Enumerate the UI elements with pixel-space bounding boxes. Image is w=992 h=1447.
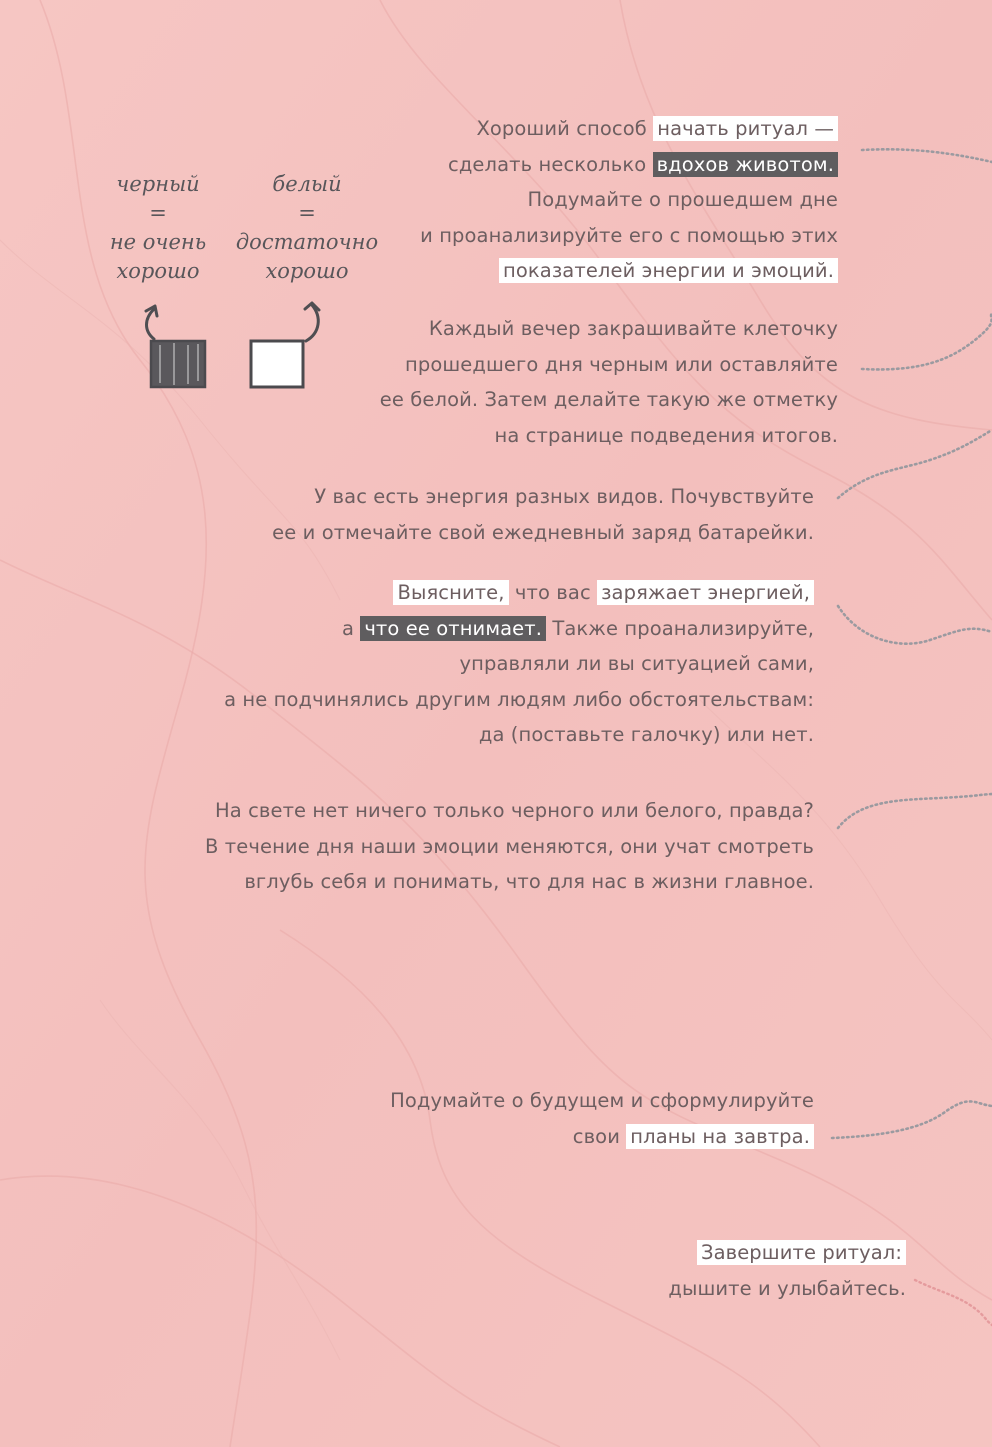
- highlight-dark: вдохов животом.: [653, 152, 838, 177]
- p2-line1: Каждый вечер закрашивайте клеточку: [428, 317, 838, 340]
- p4-line1: [224, 575, 814, 611]
- legend-white-word: белый: [272, 172, 342, 196]
- p7-line2: дышите и улыбайтесь.: [668, 1276, 906, 1300]
- legend-white-line1: достаточно: [235, 230, 379, 254]
- legend-white-line2: хорошо: [265, 259, 349, 283]
- highlight-white: Выясните,: [393, 580, 508, 605]
- curved-arrow-icon: [147, 309, 155, 339]
- highlight-white: Завершите ритуал:: [697, 1240, 906, 1265]
- p6-line2: [390, 1119, 814, 1155]
- p3-line1: У вас есть энергия разных видов. Почувствуйте: [314, 485, 814, 508]
- p6-line1: Подумайте о будущем и сформулируйте: [390, 1089, 814, 1112]
- legend-graphics: [130, 295, 330, 395]
- legend-white-eq: =: [298, 201, 316, 225]
- curved-arrow-icon: [306, 305, 318, 341]
- paragraph-finish: [668, 1235, 906, 1306]
- p4-text: Также проанализируйте,: [552, 616, 814, 640]
- paragraph-energy: [272, 479, 814, 550]
- p3-line2: ее и отмечайте свой ежедневный заряд батарейки.: [272, 520, 814, 544]
- p1-line3: Подумайте о прошедшем дне: [527, 188, 838, 211]
- legend-black-line1: не очень: [109, 230, 207, 254]
- p1-line1: [420, 111, 838, 147]
- p4-line5: да (поставьте галочку) или нет.: [478, 723, 814, 746]
- p4-text: а: [341, 616, 354, 640]
- legend-black-word: черный: [116, 172, 200, 196]
- p1-text: Хороший способ: [476, 117, 647, 140]
- legend-black-line2: хорошо: [116, 259, 200, 283]
- legend-white-text: [232, 170, 382, 286]
- p1-text: сделать несколько: [448, 152, 647, 176]
- highlight-dark: что ее отнимает.: [360, 616, 546, 641]
- highlight-white: планы на завтра.: [626, 1124, 814, 1149]
- p2-line4: на странице подведения итогов.: [494, 423, 838, 447]
- p5-line3: вглубь себя и понимать, что для нас в жизни главное.: [244, 870, 814, 893]
- p6-text: свои: [572, 1124, 620, 1148]
- p4-line3: управляли ли вы ситуацией сами,: [459, 652, 814, 675]
- paragraph-future: [390, 1083, 814, 1154]
- highlight-white: заряжает энергией,: [597, 580, 814, 605]
- white-square-icon: [251, 341, 303, 387]
- p4-line4: а не подчинялись другим людям либо обстоятельствам:: [224, 687, 814, 711]
- p5-line2: В течение дня наши эмоции меняются, они учат смотреть: [205, 834, 814, 858]
- black-square-icon: [151, 341, 205, 387]
- legend-black-text: [90, 170, 226, 286]
- p7-line1: [668, 1235, 906, 1271]
- p1-line4: и проанализируйте его с помощью этих: [420, 223, 838, 247]
- p2-line2: прошедшего дня черным или оставляйте: [405, 352, 838, 376]
- p5-line1: На свете нет ничего только черного или белого, правда?: [214, 799, 814, 822]
- p1-line5: [420, 253, 838, 289]
- p1-line2: [420, 147, 838, 183]
- paragraph-find-out: [224, 575, 814, 753]
- legend-black-eq: =: [149, 201, 167, 225]
- p4-line2: [224, 611, 814, 647]
- paragraph-black-white: [205, 793, 814, 900]
- p4-text: что вас: [514, 581, 591, 604]
- highlight-white: начать ритуал —: [653, 116, 838, 141]
- paragraph-daily-cell: [380, 311, 838, 453]
- p2-line3: ее белой. Затем делайте такую же отметку: [379, 388, 838, 411]
- highlight-white: показателей энергии и эмоций.: [499, 258, 838, 283]
- paragraph-ritual-start: [420, 111, 838, 289]
